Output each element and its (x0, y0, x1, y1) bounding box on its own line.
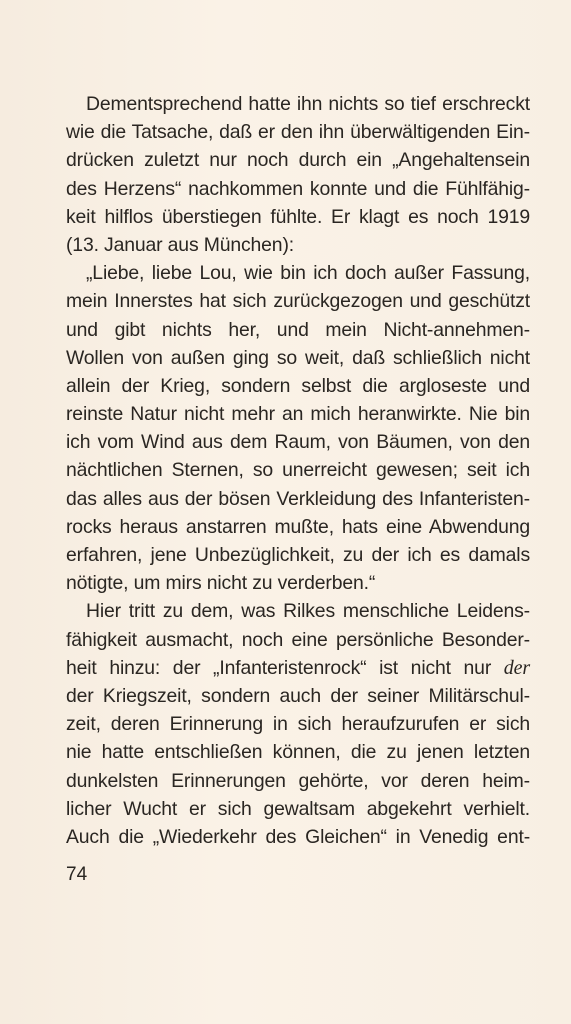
text-line: rocks heraus anstarren mußte, hats eine Abwendung (66, 515, 530, 538)
text-line: reinste Natur nicht mehr an mich heranwirkte. Nie bin (66, 403, 530, 426)
text-line (66, 654, 530, 682)
text-line: fähigkeit ausmacht, noch eine persönliche Besonder- (66, 628, 530, 651)
text-line: licher Wucht er sich gewaltsam abgekehrt verhielt. (66, 797, 530, 820)
text-line: Hier tritt zu dem, was Rilkes menschliche Leidens- (86, 600, 530, 623)
text-line: Dementsprechend hatte ihn nichts so tief erschreckt (86, 93, 530, 115)
emphasized-word: der (503, 656, 530, 679)
text-line: allein der Krieg, sondern selbst die argloseste und (66, 374, 530, 397)
text-line: erfahren, jene Unbezüglichkeit, zu der ich es damals (66, 544, 530, 566)
text-line: „Liebe, liebe Lou, wie bin ich doch außer Fassung, (86, 262, 530, 285)
text-line: das alles aus der bösen Verkleidung des Infanteristen- (66, 487, 530, 510)
text-segment: heit hinzu: der „Infanteristenrock“ ist nicht nur (66, 656, 504, 679)
body-text (66, 90, 530, 851)
text-line: wie die Tatsache, daß er den ihn überwältigenden Ein- (66, 121, 530, 144)
text-line: drücken zuletzt nur noch durch ein „Angehaltensein (66, 149, 530, 172)
text-line: zeit, deren Erinnerung in sich heraufzurufen er sich (66, 713, 530, 736)
text-line: nie hatte entschließen können, die zu jenen letzten (66, 741, 530, 764)
page-number: 74 (66, 864, 88, 885)
text-line: keit hilflos überstiegen fühlte. Er klagt es noch 1919 (66, 205, 530, 228)
text-line: Wollen von außen ging so weit, daß schließlich nicht (66, 346, 530, 369)
text-line: nächtlichen Sternen, so unerreicht gewesen; seit ich (66, 459, 530, 482)
text-line: des Herzens“ nachkommen konnte und die Fühlfähig- (66, 177, 530, 200)
text-line: ich vom Wind aus dem Raum, von Bäumen, von den (66, 431, 530, 454)
text-line: mein Innerstes hat sich zurückgezogen und geschützt (66, 290, 530, 313)
text-line: (13. Januar aus München): (66, 233, 294, 256)
text-line: dunkelsten Erinnerungen gehörte, vor deren heim- (66, 769, 530, 792)
text-line: der Kriegszeit, sondern auch der seiner Militärschul- (66, 684, 530, 707)
text-line: Auch die „Wiederkehr des Gleichen“ in Venedig ent- (66, 825, 530, 848)
text-line: und gibt nichts her, und mein Nicht-annehmen- (66, 318, 530, 341)
text-line: nötigte, um mirs nicht zu verderben.“ (66, 572, 376, 595)
